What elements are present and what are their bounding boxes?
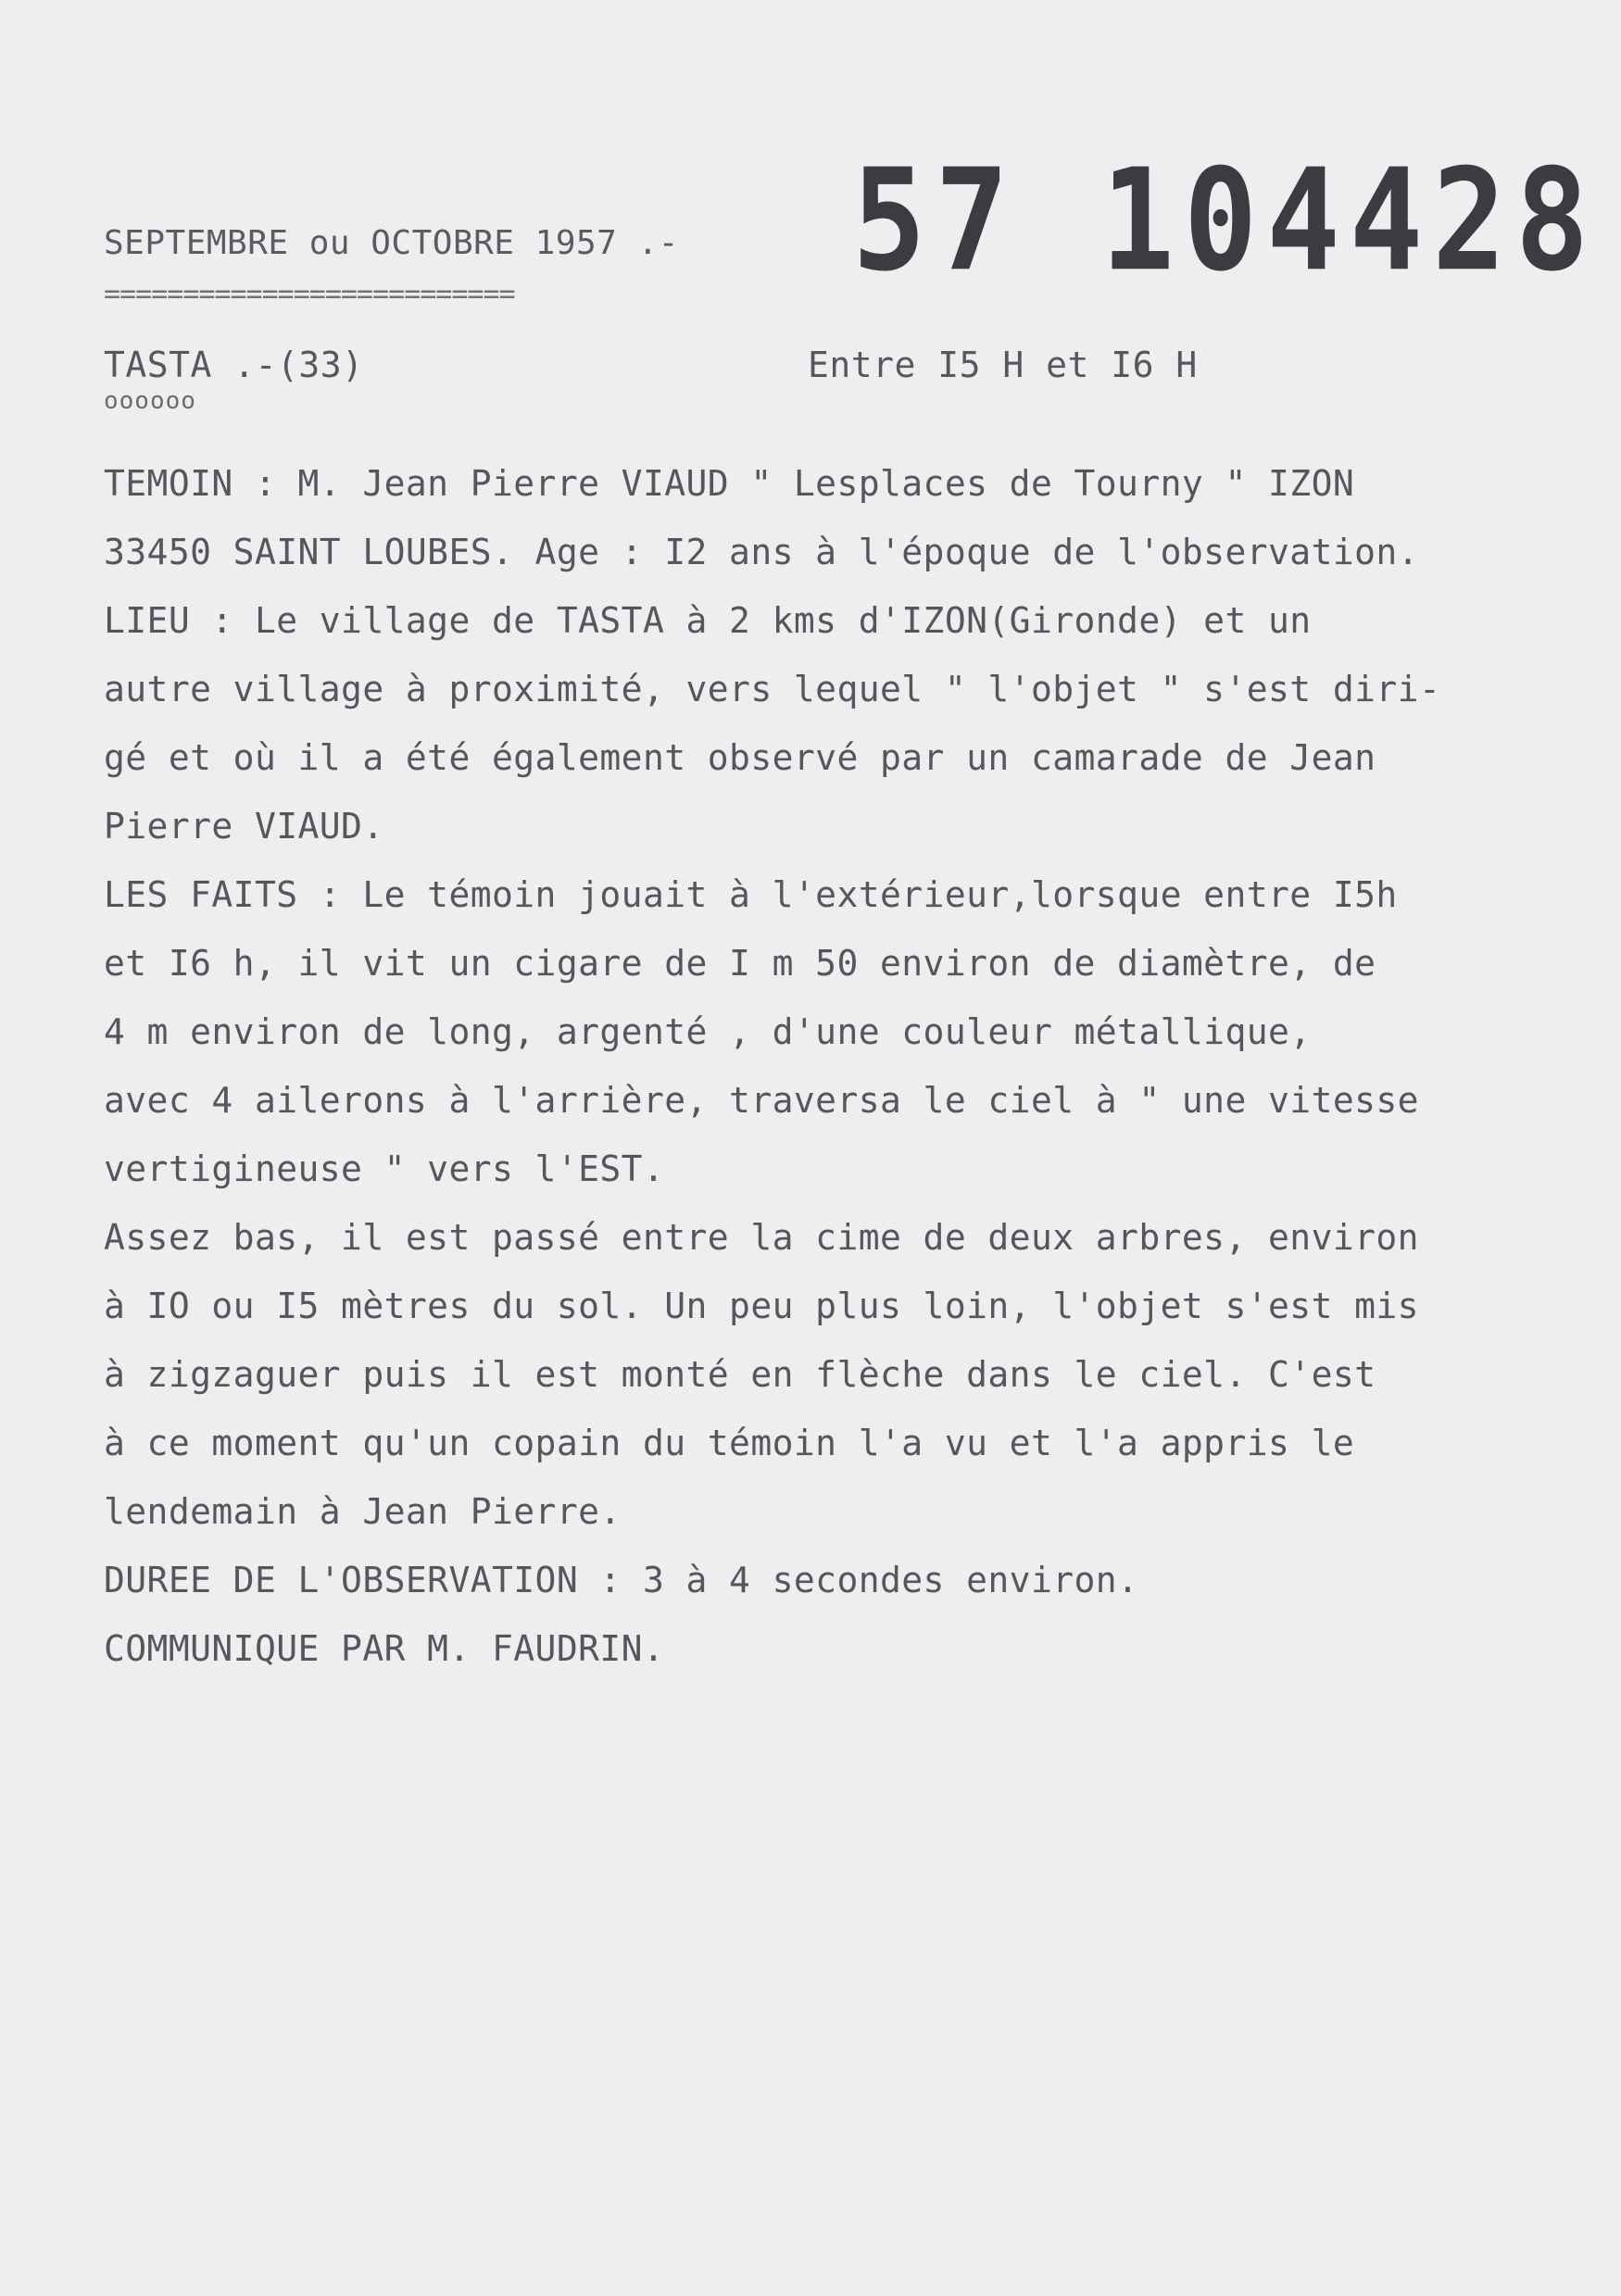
body-line: Pierre VIAUD. — [104, 806, 384, 847]
body-line: autre village à proximité, vers lequel " l'objet " s'est diri- — [104, 669, 1441, 709]
place-heading: TASTA .-(33) — [104, 345, 364, 385]
body-line-address: 33450 SAINT LOUBES. Age : I2 ans à l'époque de l'observation. — [104, 532, 1419, 572]
body-line: gé et où il a été également observé par un camarade de Jean — [104, 737, 1376, 778]
body-line: 4 m environ de long, argenté , d'une couleur métallique, — [104, 1011, 1312, 1052]
body-line: Assez bas, il est passé entre la cime de deux arbres, environ — [104, 1217, 1419, 1258]
date-underline: ========================== — [104, 278, 515, 310]
body-line-duration: DUREE DE L'OBSERVATION : 3 à 4 secondes environ. — [104, 1560, 1139, 1600]
report-date: SEPTEMBRE ou OCTOBRE 1957 .- — [104, 224, 679, 262]
body-line: avec 4 ailerons à l'arrière, traversa le ciel à " une vitesse — [104, 1080, 1419, 1121]
body-line-facts: LES FAITS : Le témoin jouait à l'extérieur,lorsque entre I5h — [104, 874, 1398, 915]
body-line: à IO ou I5 mètres du sol. Un peu plus loin, l'objet s'est mis — [104, 1286, 1419, 1326]
body-line-witness: TEMOIN : M. Jean Pierre VIAUD " Lesplaces de Tourny " IZON — [104, 463, 1355, 504]
place-underline-marker: oooooo — [104, 387, 196, 415]
body-line: à ce moment qu'un copain du témoin l'a vu et l'a appris le — [104, 1423, 1355, 1463]
body-line: à zigzaguer puis il est monté en flèche dans le ciel. C'est — [104, 1354, 1376, 1395]
body-line-communicated-by: COMMUNIQUE PAR M. FAUDRIN. — [104, 1628, 665, 1669]
body-line: et I6 h, il vit un cigare de I m 50 environ de diamètre, de — [104, 943, 1376, 984]
case-number-stamp: 57 104428 — [852, 139, 1599, 304]
time-range: Entre I5 H et I6 H — [808, 345, 1198, 385]
body-line-place: LIEU : Le village de TASTA à 2 kms d'IZON(Gironde) et un — [104, 600, 1312, 641]
body-line: vertigineuse " vers l'EST. — [104, 1148, 665, 1189]
body-line: lendemain à Jean Pierre. — [104, 1491, 622, 1532]
